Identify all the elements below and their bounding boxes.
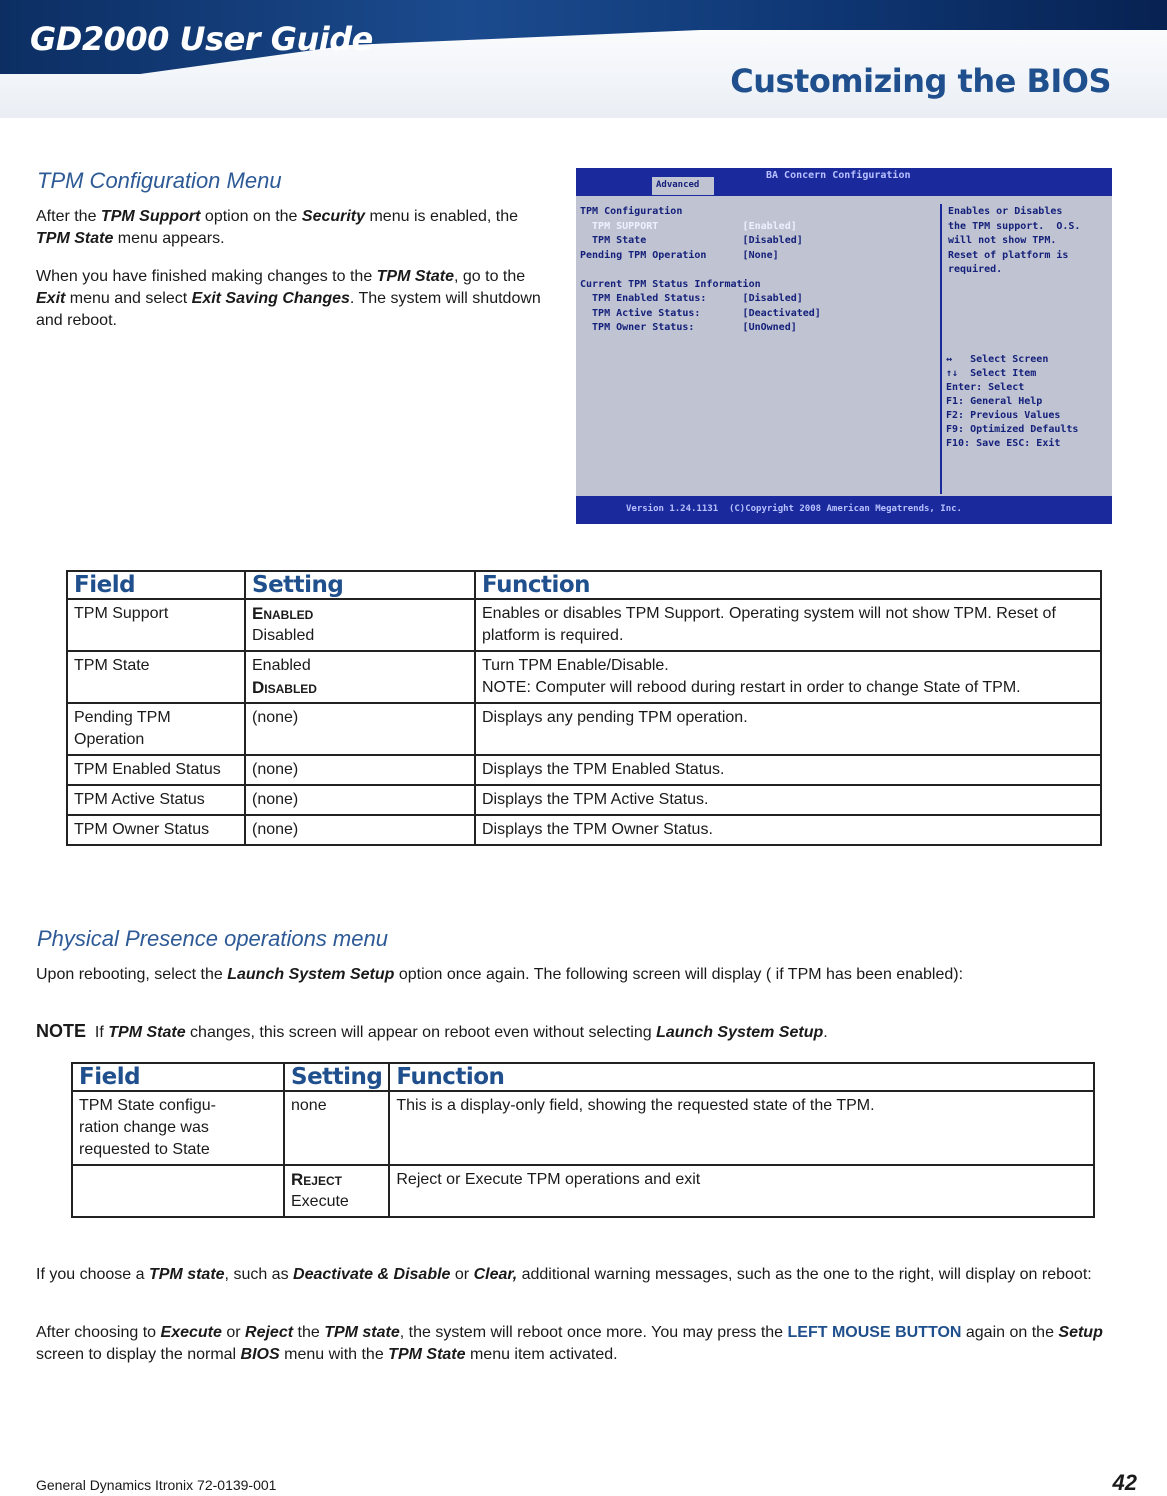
- text-run: If: [94, 1024, 109, 1041]
- text-run: menu with the: [279, 1346, 389, 1363]
- text-run: If you choose a: [36, 1266, 149, 1283]
- table-header-row: [67, 571, 1101, 599]
- table-row: [67, 599, 1101, 651]
- emphasized-text: Exit Saving Changes: [191, 290, 350, 307]
- setting-cell: (none): [245, 815, 475, 845]
- bios-setting-line: TPM State [Disabled]: [580, 235, 803, 246]
- table-row: [67, 755, 1101, 785]
- bios-key-line: F1: General Help: [946, 396, 1043, 407]
- table-row: [72, 1091, 1094, 1165]
- text-run: After choosing to: [36, 1324, 161, 1341]
- presence-note: [36, 1020, 1106, 1044]
- setting-cell: none: [284, 1091, 389, 1165]
- setting-cell: [284, 1165, 389, 1217]
- bios-tab-advanced: Advanced: [652, 177, 714, 195]
- bios-setting-line: Current TPM Status Information: [580, 278, 761, 290]
- emphasized-text: Launch System Setup: [656, 1024, 824, 1041]
- table-row: [67, 785, 1101, 815]
- text-run: option on the: [200, 208, 302, 225]
- bios-divider: [940, 204, 942, 494]
- bios-version-bar: Version 1.24.1131 (C)Copyright 2008 American Megatrends, Inc.: [576, 496, 1112, 524]
- bios-help-line: required.: [948, 264, 1003, 275]
- text-run: Upon rebooting, select the: [36, 966, 228, 983]
- emphasized-text: TPM State: [108, 1024, 186, 1041]
- text-run: screen to display the normal: [36, 1346, 241, 1363]
- emphasized-text: Exit: [36, 290, 66, 307]
- column-header-field: Field: [72, 1063, 284, 1091]
- presence-settings-table: [71, 1062, 1095, 1218]
- emphasized-text: TPM state: [148, 1266, 225, 1283]
- emphasized-text: TPM State: [376, 268, 454, 285]
- bios-key-line: F10: Save ESC: Exit: [946, 438, 1061, 449]
- text-run: , such as: [224, 1266, 294, 1283]
- function-cell: Displays the TPM Active Status.: [475, 785, 1101, 815]
- setting-cell: [245, 599, 475, 651]
- text-run: changes, this screen will appear on reboot even without selecting: [185, 1024, 657, 1041]
- function-cell: Displays the TPM Enabled Status.: [475, 755, 1101, 785]
- function-cell: Displays the TPM Owner Status.: [475, 815, 1101, 845]
- text-run: or: [221, 1324, 246, 1341]
- function-cell: Enables or disables TPM Support. Operating system will not show TPM. Reset of platform is required.: [475, 599, 1101, 651]
- bios-key-line: ↔ Select Screen: [946, 354, 1049, 365]
- tpm-config-heading: TPM Configuration Menu: [37, 168, 282, 193]
- bios-setting-line: TPM Enabled Status: [Disabled]: [580, 293, 803, 304]
- emphasized-text: TPM State: [388, 1346, 466, 1363]
- setting-option: Enabled: [252, 657, 311, 674]
- bios-help-line: Enables or Disables: [948, 206, 1063, 217]
- setting-default: Reject: [291, 1170, 342, 1189]
- guide-title: GD2000 User Guide: [30, 20, 373, 58]
- text-run: When you have finished making changes to the: [36, 268, 377, 285]
- emphasized-text: Clear,: [473, 1266, 518, 1283]
- text-run: or: [450, 1266, 474, 1283]
- emphasized-text: Launch System Setup: [227, 966, 395, 983]
- field-cell: TPM Owner Status: [67, 815, 245, 845]
- bios-screenshot: [576, 168, 1112, 524]
- bios-setting-line: TPM Active Status: [Deactivated]: [580, 307, 821, 319]
- text-run: After the: [36, 208, 101, 225]
- text-run: menu is enabled, the: [365, 208, 519, 225]
- emphasized-text: LEFT MOUSE BUTTON: [787, 1324, 962, 1341]
- footer-doc-id: General Dynamics Itronix 72-0139-001: [36, 1477, 277, 1493]
- field-cell: TPM State configu- ration change was requested to State: [72, 1091, 284, 1165]
- physical-presence-heading: Physical Presence operations menu: [37, 926, 388, 951]
- field-cell: [72, 1165, 284, 1217]
- text-run: menu appears.: [113, 230, 225, 247]
- setting-option: Execute: [291, 1193, 349, 1210]
- bios-setting-line: TPM Configuration: [580, 206, 683, 217]
- emphasized-text: Setup: [1058, 1324, 1103, 1341]
- note-label: NOTE: [36, 1021, 87, 1041]
- bios-help-line: the TPM support. O.S.: [948, 220, 1081, 232]
- bios-help-line: Reset of platform is: [948, 249, 1069, 261]
- field-cell: TPM Support: [67, 599, 245, 651]
- bios-setting-line: TPM SUPPORT [Enabled]: [580, 220, 797, 232]
- page-number: 42: [1112, 1470, 1137, 1495]
- emphasized-text: Execute: [160, 1324, 222, 1341]
- bios-key-line: F9: Optimized Defaults: [946, 424, 1079, 435]
- bios-help-line: will not show TPM.: [948, 235, 1057, 246]
- function-cell: This is a display-only field, showing the requested state of the TPM.: [389, 1091, 1094, 1165]
- section-title: Customizing the BIOS: [730, 62, 1111, 100]
- table-row: [67, 815, 1101, 845]
- function-cell: Reject or Execute TPM operations and exit: [389, 1165, 1094, 1217]
- column-header-setting: Setting: [284, 1063, 389, 1091]
- bios-top-title: BA Concern Configuration: [766, 170, 911, 181]
- bios-key-line: ↑↓ Select Item: [946, 368, 1037, 379]
- page-header: [0, 0, 1167, 118]
- text-run: .: [823, 1024, 828, 1041]
- text-run: , go to the: [454, 268, 526, 285]
- setting-cell: (none): [245, 755, 475, 785]
- emphasized-text: Deactivate & Disable: [293, 1266, 451, 1283]
- function-cell: Displays any pending TPM operation.: [475, 703, 1101, 755]
- setting-cell: [245, 651, 475, 703]
- bios-setting-line: Pending TPM Operation [None]: [580, 249, 779, 261]
- bios-key-line: F2: Previous Values: [946, 410, 1061, 421]
- setting-default: Enabled: [252, 604, 314, 623]
- bios-key-line: Enter: Select: [946, 382, 1025, 393]
- table-row: [67, 703, 1101, 755]
- note-text: [95, 1024, 828, 1041]
- text-run: additional warning messages, such as the one to the right, will display on reboot:: [517, 1266, 1092, 1283]
- emphasized-text: TPM state: [324, 1324, 400, 1341]
- emphasized-text: Security: [301, 208, 366, 225]
- column-header-function: Function: [475, 571, 1101, 599]
- text-run: menu item activated.: [465, 1346, 618, 1363]
- field-cell: TPM Active Status: [67, 785, 245, 815]
- emphasized-text: Reject: [245, 1324, 294, 1341]
- text-run: option once again. The following screen will display ( if TPM has been enabled):: [394, 966, 964, 983]
- text-run: the: [293, 1324, 325, 1341]
- bios-setting-line: TPM Owner Status: [UnOwned]: [580, 322, 797, 333]
- warning-paragraph: [36, 1264, 1126, 1286]
- table-header-row: [72, 1063, 1094, 1091]
- emphasized-text: TPM State: [36, 230, 114, 247]
- emphasized-text: TPM Support: [100, 208, 201, 225]
- text-run: . The system will shutdown and reboot.: [36, 290, 541, 329]
- presence-intro-paragraph: [36, 964, 1106, 986]
- emphasized-text: BIOS: [240, 1346, 280, 1363]
- column-header-setting: Setting: [245, 571, 475, 599]
- table-row: [72, 1165, 1094, 1217]
- reboot-paragraph: [36, 1322, 1136, 1366]
- field-cell: TPM State: [67, 651, 245, 703]
- text-run: , the system will reboot once more. You may press the: [399, 1324, 788, 1341]
- bios-title-bar: [576, 168, 1112, 196]
- table-row: [67, 651, 1101, 703]
- tpm-exit-paragraph: [36, 266, 546, 332]
- setting-cell: (none): [245, 703, 475, 755]
- setting-default: Disabled: [252, 678, 317, 697]
- column-header-field: Field: [67, 571, 245, 599]
- function-cell: Turn TPM Enable/Disable. NOTE: Computer will rebood during restart in order to change State of TPM.: [475, 651, 1101, 703]
- text-run: again on the: [961, 1324, 1059, 1341]
- setting-cell: (none): [245, 785, 475, 815]
- field-cell: Pending TPM Operation: [67, 703, 245, 755]
- setting-option: Disabled: [252, 627, 315, 644]
- field-cell: TPM Enabled Status: [67, 755, 245, 785]
- column-header-function: Function: [389, 1063, 1094, 1091]
- tpm-intro-paragraph: [36, 206, 546, 250]
- tpm-settings-table: [66, 570, 1102, 846]
- text-run: menu and select: [65, 290, 192, 307]
